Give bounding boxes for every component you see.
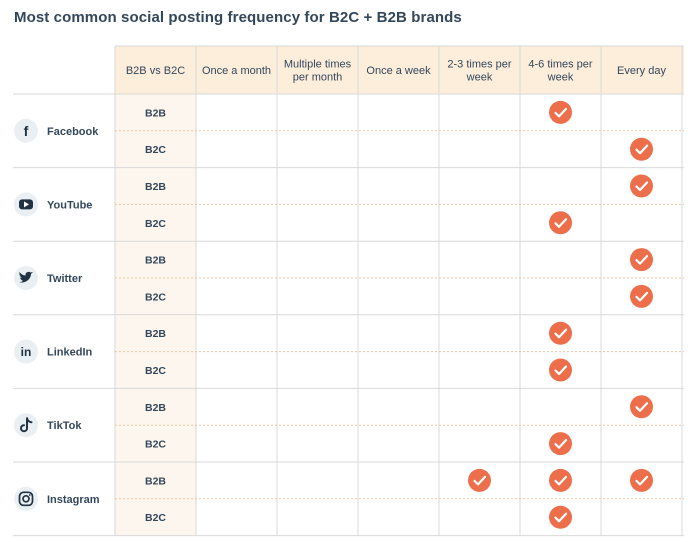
segment-label: B2B [144, 401, 167, 414]
segment-label: B2B [144, 107, 167, 120]
check-mark [630, 469, 653, 492]
check-circle [549, 469, 572, 492]
check-circle [630, 395, 653, 418]
instagram-icon [14, 487, 38, 511]
check-mark [549, 506, 572, 529]
segment-label: B2B [144, 475, 167, 488]
platform-label-twitter: Twitter [47, 273, 83, 285]
check-circle [630, 285, 653, 308]
check-circle [549, 322, 572, 345]
column-header-1: Once a month [201, 65, 272, 77]
check-mark [630, 248, 653, 271]
check-circle [549, 506, 572, 529]
check-mark [549, 322, 572, 345]
check-mark [549, 359, 572, 382]
check-circle [468, 469, 491, 492]
check-mark [630, 395, 653, 418]
check-mark [630, 285, 653, 308]
column-header-3: Once a week [366, 65, 431, 77]
segment-label: B2C [144, 438, 167, 451]
column-header-6: Every day [617, 65, 666, 77]
platform-label-linkedin: LinkedIn [47, 346, 93, 359]
check-circle [630, 248, 653, 271]
check-mark [549, 432, 572, 455]
check-circle [549, 359, 572, 382]
column-header-2: Multiple times per month [283, 58, 352, 84]
column-header-5: 4-6 times per week [528, 58, 593, 84]
check-mark [630, 175, 653, 198]
check-circle [549, 432, 572, 455]
check-mark [630, 138, 653, 161]
check-mark [549, 211, 572, 234]
segment-label: B2C [144, 512, 167, 525]
segment-label: B2C [144, 144, 167, 157]
facebook-glyph: f [23, 122, 29, 139]
platform-label-instagram: Instagram [47, 493, 100, 506]
segment-label: B2B [144, 328, 167, 341]
segment-header-label: B2B vs B2C [125, 65, 186, 77]
segment-label: B2C [144, 365, 167, 377]
platform-label-youtube: YouTube [47, 199, 93, 212]
check-circle [630, 138, 653, 161]
check-mark [468, 469, 491, 492]
check-circle [630, 175, 653, 198]
instagram-dot [29, 494, 31, 496]
segment-label: B2B [144, 254, 167, 267]
segment-label: B2B [144, 181, 167, 193]
check-circle [549, 211, 572, 234]
chart-title: Most common social posting frequency for B2C + B2B brands [14, 9, 462, 26]
column-header-4: 2-3 times per week [447, 58, 512, 84]
linkedin-glyph: in [20, 345, 32, 360]
platform-label-facebook: Facebook [47, 125, 99, 138]
check-mark [549, 469, 572, 492]
segment-label: B2C [144, 291, 167, 304]
check-circle [630, 469, 653, 492]
check-circle [549, 101, 572, 124]
segment-label: B2C [144, 217, 167, 230]
check-mark [549, 101, 572, 124]
platform-label-tiktok: TikTok [47, 420, 82, 433]
